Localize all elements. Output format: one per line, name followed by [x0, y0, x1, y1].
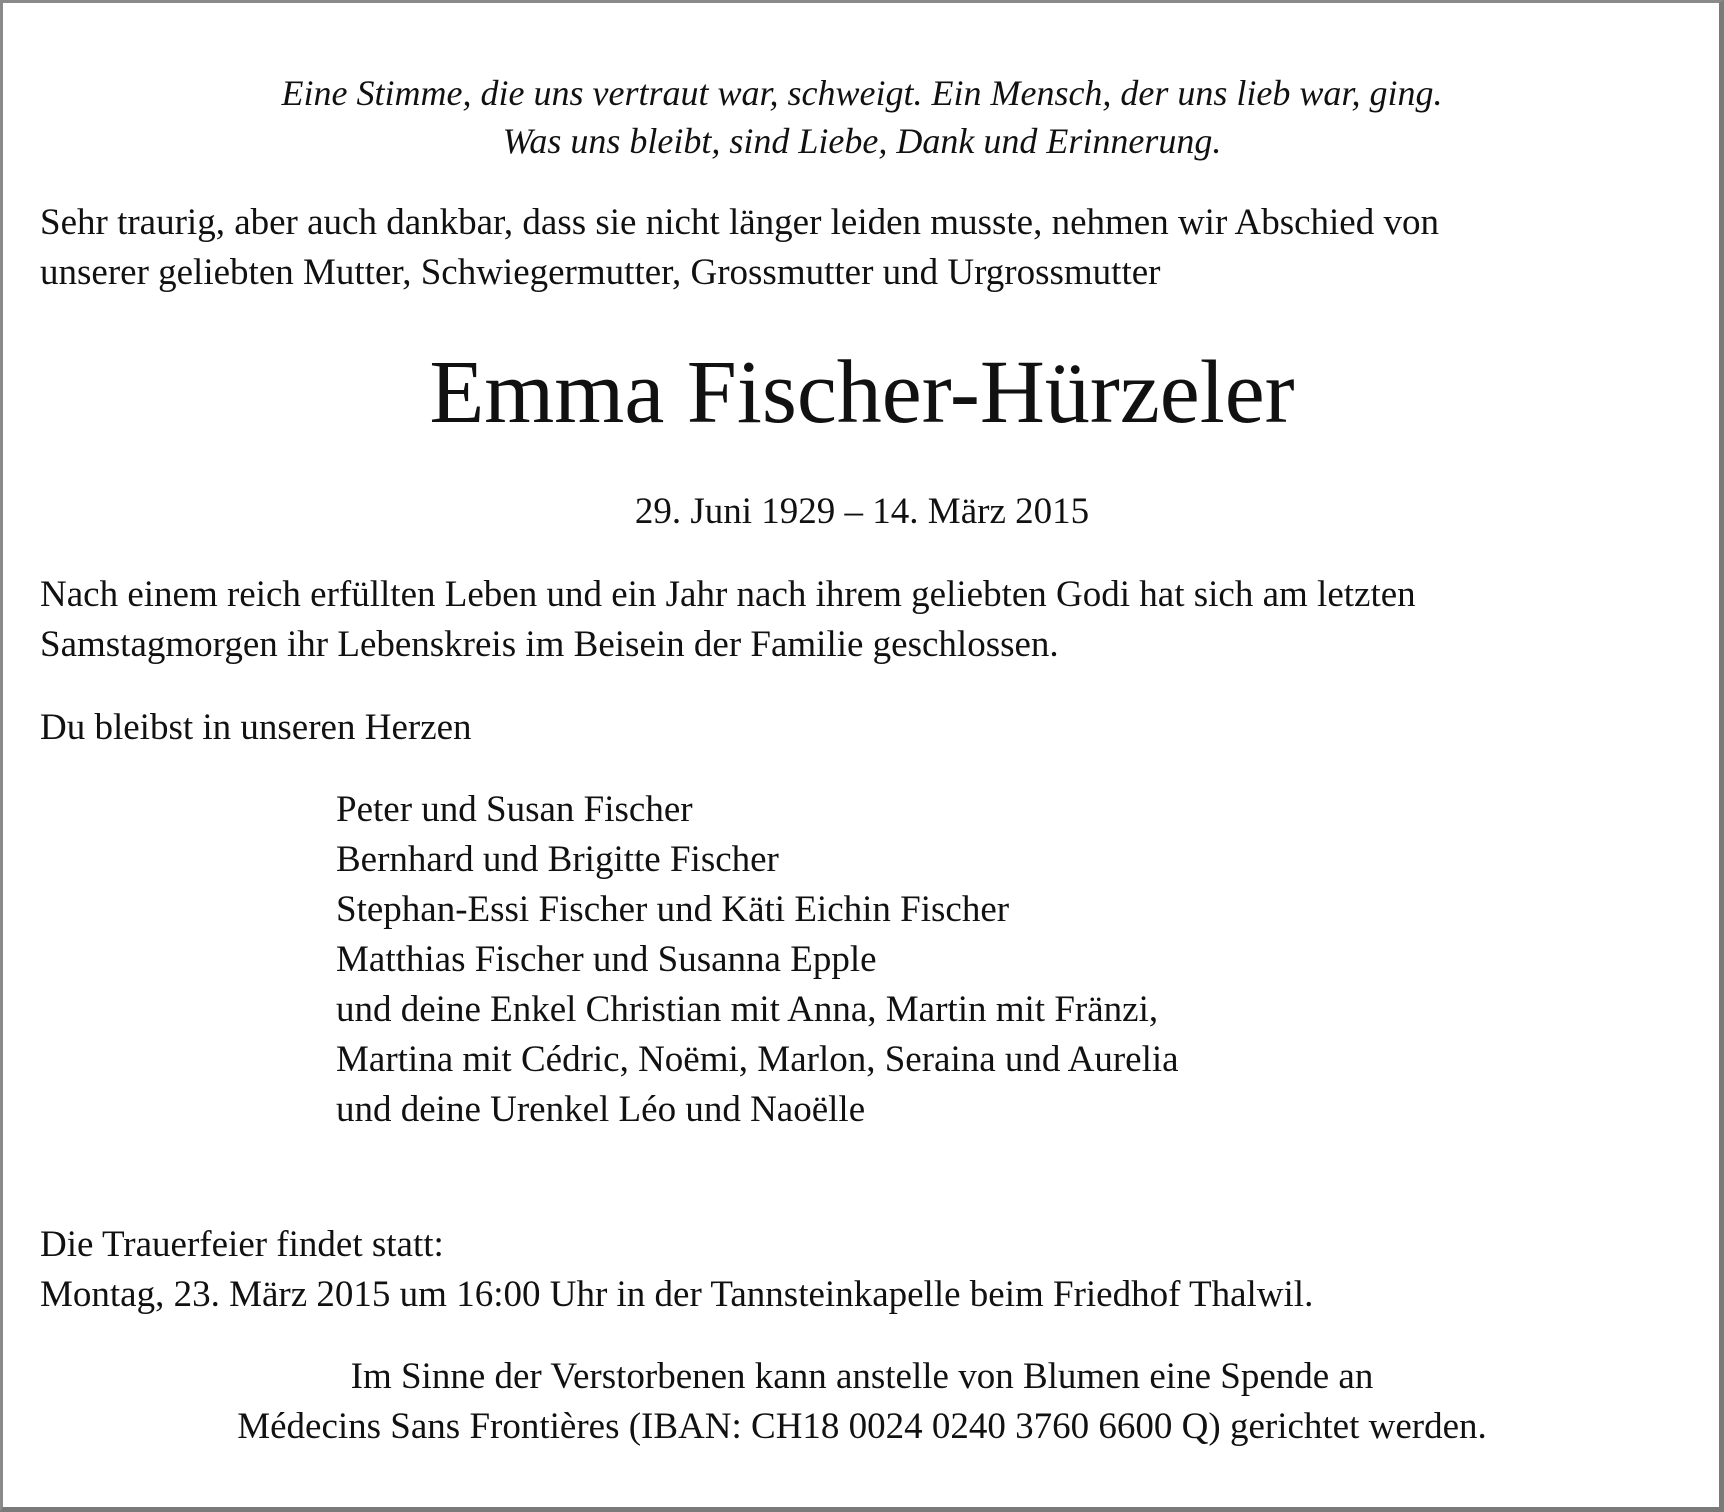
signer-line: Martina mit Cédric, Noëmi, Marlon, Seraina und Aurelia [336, 1039, 1179, 1080]
life-text-line-1: Nach einem reich erfüllten Leben und ein Jahr nach ihrem geliebten Godi hat sich am letzten [40, 574, 1416, 615]
motto-line-2: Was uns bleibt, sind Liebe, Dank und Erinnerung. [502, 121, 1222, 161]
farewell-line: Du bleibst in unseren Herzen [40, 707, 472, 748]
signers-list [336, 785, 1179, 1135]
signer-line: und deine Urenkel Léo und Naoëlle [336, 1089, 866, 1130]
intro-line-1: Sehr traurig, aber auch dankbar, dass sie nicht länger leiden musste, nehmen wir Abschied von [40, 202, 1439, 243]
signer-line: Stephan-Essi Fischer und Käti Eichin Fischer [336, 889, 1010, 930]
intro-line-2: unserer geliebten Mutter, Schwiegermutter, Grossmutter und Urgrossmutter [40, 252, 1161, 293]
ceremony-details: Montag, 23. März 2015 um 16:00 Uhr in der Tannsteinkapelle beim Friedhof Thalwil. [40, 1274, 1314, 1315]
donation-line-1: Im Sinne der Verstorbenen kann anstelle von Blumen eine Spende an [350, 1356, 1374, 1397]
ceremony-heading: Die Trauerfeier findet statt: [40, 1224, 444, 1265]
life-dates: 29. Juni 1929 – 14. März 2015 [634, 491, 1090, 532]
signer-line: Peter und Susan Fischer [336, 789, 693, 830]
life-text-line-2: Samstagmorgen ihr Lebenskreis im Beisein der Familie geschlossen. [40, 624, 1059, 665]
motto-line-1: Eine Stimme, die uns vertraut war, schweigt. Ein Mensch, der uns lieb war, ging. [281, 73, 1443, 113]
signer-line: Bernhard und Brigitte Fischer [336, 839, 779, 880]
donation-line-2: Médecins Sans Frontières (IBAN: CH18 0024 0240 3760 6600 Q) gerichtet werden. [237, 1406, 1487, 1447]
deceased-name: Emma Fischer-Hürzeler [429, 343, 1295, 442]
signer-line: und deine Enkel Christian mit Anna, Martin mit Fränzi, [336, 989, 1159, 1030]
signer-line: Matthias Fischer und Susanna Epple [336, 939, 877, 980]
